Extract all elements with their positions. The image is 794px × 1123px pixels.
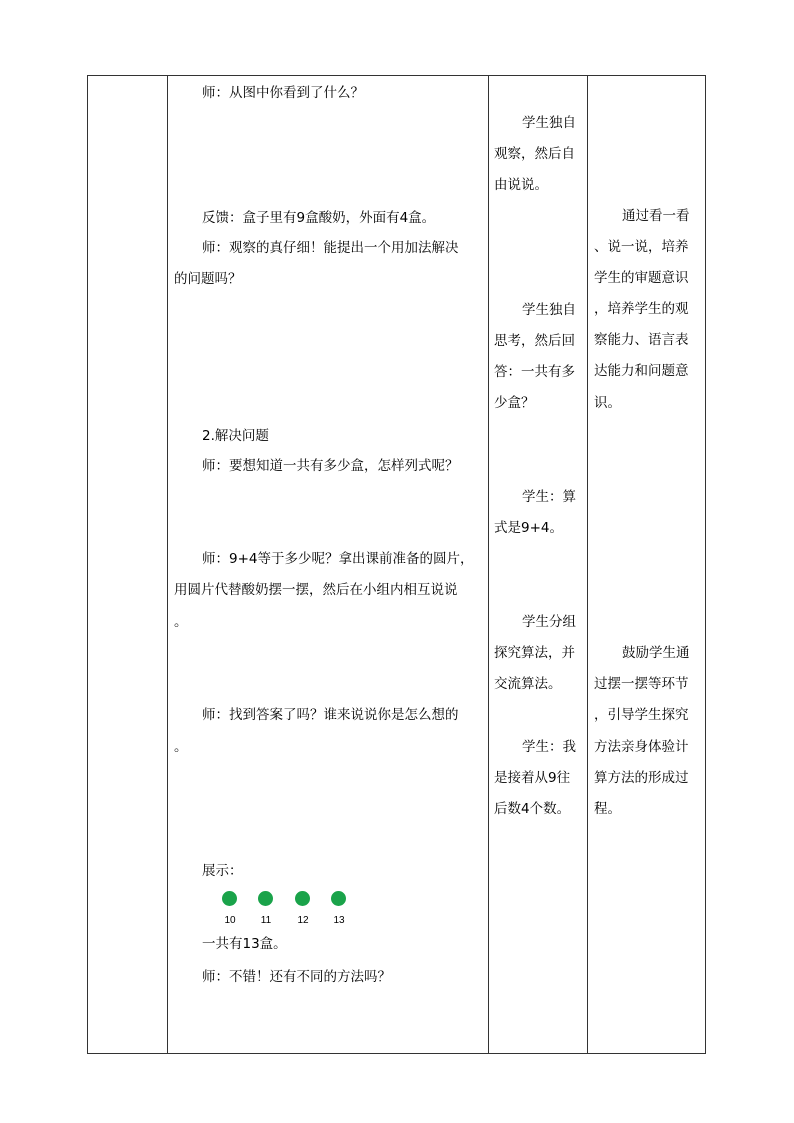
teacher-line: 。	[174, 739, 188, 755]
counter-dot	[295, 891, 310, 906]
student-line: 观察，然后自	[494, 146, 575, 162]
dot-number: 12	[297, 915, 309, 926]
dot-number: 10	[224, 915, 236, 926]
student-line: 学生独自	[522, 302, 576, 318]
intent-line: 鼓励学生通	[622, 645, 690, 661]
teacher-line: 师：找到答案了吗？谁来说说你是怎么想的	[202, 707, 459, 723]
student-line: 思考，然后回	[494, 333, 575, 349]
teacher-line: 一共有13盒。	[202, 936, 287, 952]
teacher-line: 展示：	[202, 863, 243, 879]
student-line: 学生分组	[522, 614, 576, 630]
student-line: 是接着从9往	[494, 770, 571, 786]
student-line: 后数4个数。	[494, 801, 571, 817]
teacher-line: 师：从图中你看到了什么？	[202, 85, 364, 101]
intent-line: 程。	[594, 801, 621, 817]
intent-line: 达能力和问题意	[594, 363, 689, 379]
counter-dot	[222, 891, 237, 906]
intent-line: 过摆一摆等环节	[594, 676, 689, 692]
teacher-line: 的问题吗？	[174, 271, 242, 287]
counter-dot	[331, 891, 346, 906]
teacher-line: 反馈：盒子里有9盒酸奶，外面有4盒。	[202, 210, 436, 226]
counter-dot	[258, 891, 273, 906]
intent-line: ，引导学生探究	[594, 707, 689, 723]
intent-line: 通过看一看	[622, 208, 690, 224]
teacher-line: 师：9+4等于多少呢？拿出课前准备的圆片，	[202, 551, 474, 567]
teacher-line: 。	[174, 614, 188, 630]
intent-line: 察能力、语言表	[594, 332, 689, 348]
intent-line: 算方法的形成过	[594, 770, 689, 786]
teacher-line: 用圆片代替酸奶摆一摆，然后在小组内相互说说	[174, 582, 458, 598]
column-divider	[167, 75, 168, 1054]
student-line: 学生独自	[522, 115, 576, 131]
column-divider	[587, 75, 588, 1054]
student-line: 探究算法，并	[494, 645, 575, 661]
student-line: 式是9+4。	[494, 520, 563, 536]
student-line: 学生：我	[522, 739, 576, 755]
section-heading: 2.解决问题	[202, 428, 269, 444]
column-divider	[488, 75, 489, 1054]
student-line: 少盒？	[494, 395, 535, 411]
dot-number: 11	[260, 915, 272, 926]
student-line: 交流算法。	[494, 676, 562, 692]
intent-line: 识。	[594, 395, 621, 411]
intent-line: 方法亲身体验计	[594, 739, 689, 755]
student-line: 学生：算	[522, 489, 576, 505]
teacher-line: 师：观察的真仔细！能提出一个用加法解决	[202, 240, 459, 256]
teacher-line: 师：要想知道一共有多少盒，怎样列式呢？	[202, 458, 459, 474]
student-line: 答：一共有多	[494, 364, 575, 380]
intent-line: 学生的审题意识	[594, 270, 689, 286]
dot-number: 13	[333, 915, 345, 926]
student-line: 由说说。	[494, 177, 548, 193]
intent-line: ，培养学生的观	[594, 301, 689, 317]
teacher-line: 师：不错！还有不同的方法吗？	[202, 969, 391, 985]
intent-line: 、说一说，培养	[594, 239, 689, 255]
